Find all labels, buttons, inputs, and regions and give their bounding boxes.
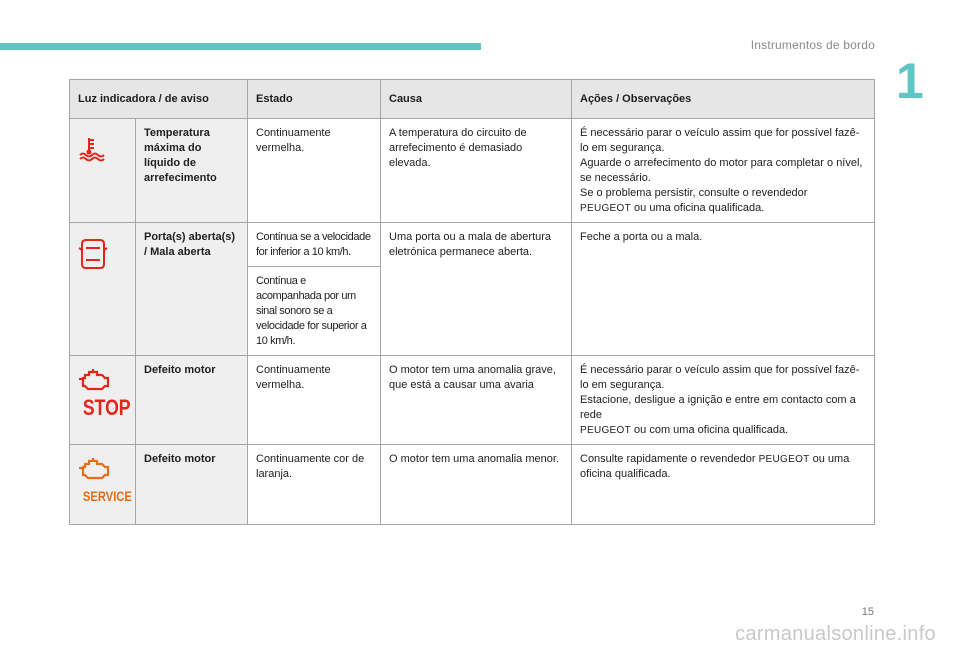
- action-cell: [572, 356, 875, 445]
- action-tail: ou uma oficina qualificada.: [631, 202, 765, 214]
- table-row: [70, 356, 875, 445]
- action-line: É necessário parar o veículo assim que for possível fazê-lo em segurança.: [580, 364, 860, 391]
- indicator-name: Porta(s) aberta(s) / Mala aberta: [136, 223, 248, 356]
- page-number: 15: [861, 606, 874, 618]
- indicator-icon-cell: [70, 356, 136, 445]
- action-line: Estacione, desligue a ignição e entre em contacto com a rede: [580, 394, 856, 421]
- action-tail: ou uma oficina qualificada.: [580, 453, 850, 480]
- top-accent-bar: [0, 43, 481, 50]
- action-line: É necessário parar o veículo assim que for possível fazê-lo em segurança.: [580, 127, 860, 154]
- action-head: Consulte rapidamente o revendedor: [580, 453, 759, 465]
- door-open-icon: [78, 236, 108, 272]
- indicator-icon-cell: [70, 119, 136, 223]
- chapter-number: 1: [896, 53, 924, 109]
- action-line: Se o problema persistir, consulte o revendedor: [580, 187, 808, 199]
- brand-name: PEUGEOT: [580, 425, 631, 436]
- state-cell: Continuamente vermelha.: [248, 119, 381, 223]
- action-line: [580, 201, 866, 216]
- state-cell: Continuamente cor de laranja.: [248, 445, 381, 525]
- brand-name: PEUGEOT: [580, 203, 631, 214]
- service-label: SERVICE: [82, 488, 132, 504]
- cause-cell: A temperatura do circuito de arrefecimento é demasiado elevada.: [381, 119, 572, 223]
- section-title: Instrumentos de bordo: [750, 38, 875, 52]
- table-row: [70, 223, 875, 267]
- indicator-name: Temperatura máxima do líquido de arrefecimento: [136, 119, 248, 223]
- table-row: [70, 445, 875, 525]
- column-header-state: Estado: [248, 80, 381, 119]
- action-line: [580, 423, 866, 438]
- action-cell: [572, 445, 875, 525]
- watermark: carmanualsonline.info: [735, 623, 936, 645]
- engine-fault-icon: [78, 367, 112, 391]
- indicator-icon-cell: [70, 223, 136, 356]
- indicator-name: Defeito motor: [136, 445, 248, 525]
- cause-cell: Uma porta ou a mala de abertura eletrónica permanece aberta.: [381, 223, 572, 356]
- column-header-cause: Causa: [381, 80, 572, 119]
- indicator-icon-cell: [70, 445, 136, 525]
- column-header-actions: Ações / Observações: [572, 80, 875, 119]
- action-line: Aguarde o arrefecimento do motor para completar o nível, se necessário.: [580, 157, 863, 184]
- state-cell: Contínua e acompanhada por um sinal sonoro se a velocidade for superior a 10 km/h.: [248, 267, 381, 356]
- indicator-table: [69, 79, 875, 525]
- table-row: [70, 119, 875, 223]
- stop-label: STOP: [82, 395, 131, 420]
- action-cell: [572, 119, 875, 223]
- state-cell: Contínua se a velocidade for inferior a 10 km/h.: [248, 223, 381, 267]
- engine-service-icon: [78, 456, 112, 480]
- cause-cell: O motor tem uma anomalia menor.: [381, 445, 572, 525]
- indicator-name: Defeito motor: [136, 356, 248, 445]
- table-header-row: [70, 80, 875, 119]
- cause-cell: O motor tem uma anomalia grave, que está a causar uma avaria: [381, 356, 572, 445]
- coolant-temperature-icon: [78, 136, 106, 162]
- state-cell: Continuamente vermelha.: [248, 356, 381, 445]
- brand-name: PEUGEOT: [758, 454, 810, 465]
- action-cell: Feche a porta ou a mala.: [572, 223, 875, 356]
- action-tail: ou com uma oficina qualificada.: [631, 424, 789, 436]
- column-header-indicator: Luz indicadora / de aviso: [70, 80, 248, 119]
